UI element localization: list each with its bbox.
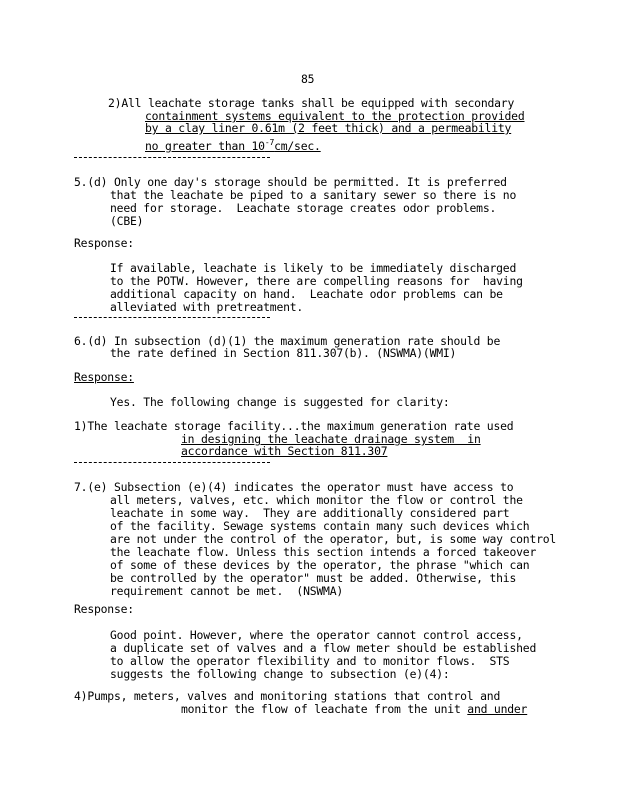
item-1-line-1: 1)The leachate storage facility...the maximum generation rate used	[74, 419, 514, 433]
item-2-line-3: by a clay liner 0.61m (2 feet thick) and a permeability	[145, 121, 512, 135]
separator-rule	[74, 317, 270, 318]
response-7-line-1: Good point. However, where the operator cannot control access,	[110, 628, 523, 642]
comment-7-line-1: 7.(e) Subsection (e)(4) indicates the operator must have access to	[74, 480, 514, 494]
item-1-line-2: in designing the leachate drainage system in	[181, 432, 481, 446]
item-4-line-2	[181, 703, 527, 716]
separator-rule	[74, 462, 270, 463]
item-4-line-2-text: monitor the flow of leachate from the unit	[181, 702, 468, 716]
response-5-line-2: to the POTW. However, there are compelling reasons for having	[110, 274, 523, 288]
comment-5-line-1: 5.(d) Only one day's storage should be permitted. It is preferred	[74, 175, 507, 189]
comment-7-line-3: leachate in some way. They are additionally considered part	[110, 506, 510, 520]
permeability-base: no greater than 10	[145, 139, 265, 153]
response-5-line-3: additional capacity on hand. Leachate odor problems can be	[110, 287, 503, 301]
comment-7-line-5: are not under the control of the operator, but, is some way control	[110, 532, 557, 546]
response-5-label: Response:	[74, 236, 134, 250]
comment-7-line-8: be controlled by the operator" must be added. Otherwise, this	[110, 571, 517, 585]
comment-5-line-3: need for storage. Leachate storage creates odor problems.	[110, 201, 497, 215]
comment-5-line-2: that the leachate be piped to a sanitary sewer so there is no	[110, 188, 517, 202]
response-7-label: Response:	[74, 602, 134, 616]
item-2-line-4	[145, 140, 321, 153]
comment-6-line-2: the rate defined in Section 811.307(b). (NSWMA)(WMI)	[110, 346, 457, 360]
permeability-unit: cm/sec.	[274, 139, 321, 153]
comment-7-line-9: requirement cannot be met. (NSWMA)	[110, 584, 344, 598]
item-1-line-3: accordance with Section 811.307	[181, 444, 388, 458]
response-5-line-4: alleviated with pretreatment.	[110, 300, 304, 314]
item-2-line-2: containment systems equivalent to the protection provided	[145, 109, 525, 123]
response-7-line-2: a duplicate set of valves and a flow meter should be established	[110, 641, 537, 655]
response-7-line-4: suggests the following change to subsection (e)(4):	[110, 667, 450, 681]
comment-7-line-4: of the facility. Sewage systems contain many such devices which	[110, 519, 530, 533]
page-number: 85	[301, 72, 315, 86]
comment-6-line-1: 6.(d) In subsection (d)(1) the maximum generation rate should be	[74, 334, 501, 348]
response-6-label: Response:	[74, 370, 134, 384]
response-7-line-3: to allow the operator flexibility and to monitor flows. STS	[110, 654, 510, 668]
comment-7-line-2: all meters, valves, etc. which monitor the flow or control the	[110, 493, 523, 507]
comment-7-line-6: the leachate flow. Unless this section intends a forced takeover	[110, 545, 537, 559]
response-5-line-1: If available, leachate is likely to be immediately discharged	[110, 261, 517, 275]
separator-rule	[74, 157, 270, 158]
comment-7-line-7: of some of these devices by the operator, the phrase "which can	[110, 558, 530, 572]
comment-5-line-4: (CBE)	[110, 214, 144, 228]
item-4-line-2-underlined: and under	[467, 702, 528, 716]
permeability-exponent: -7	[264, 138, 275, 147]
item-2-line-1: 2)All leachate storage tanks shall be equipped with secondary	[108, 96, 515, 110]
item-4-line-1: 4)Pumps, meters, valves and monitoring stations that control and	[74, 689, 501, 703]
response-6-intro: Yes. The following change is suggested for clarity:	[110, 395, 450, 409]
